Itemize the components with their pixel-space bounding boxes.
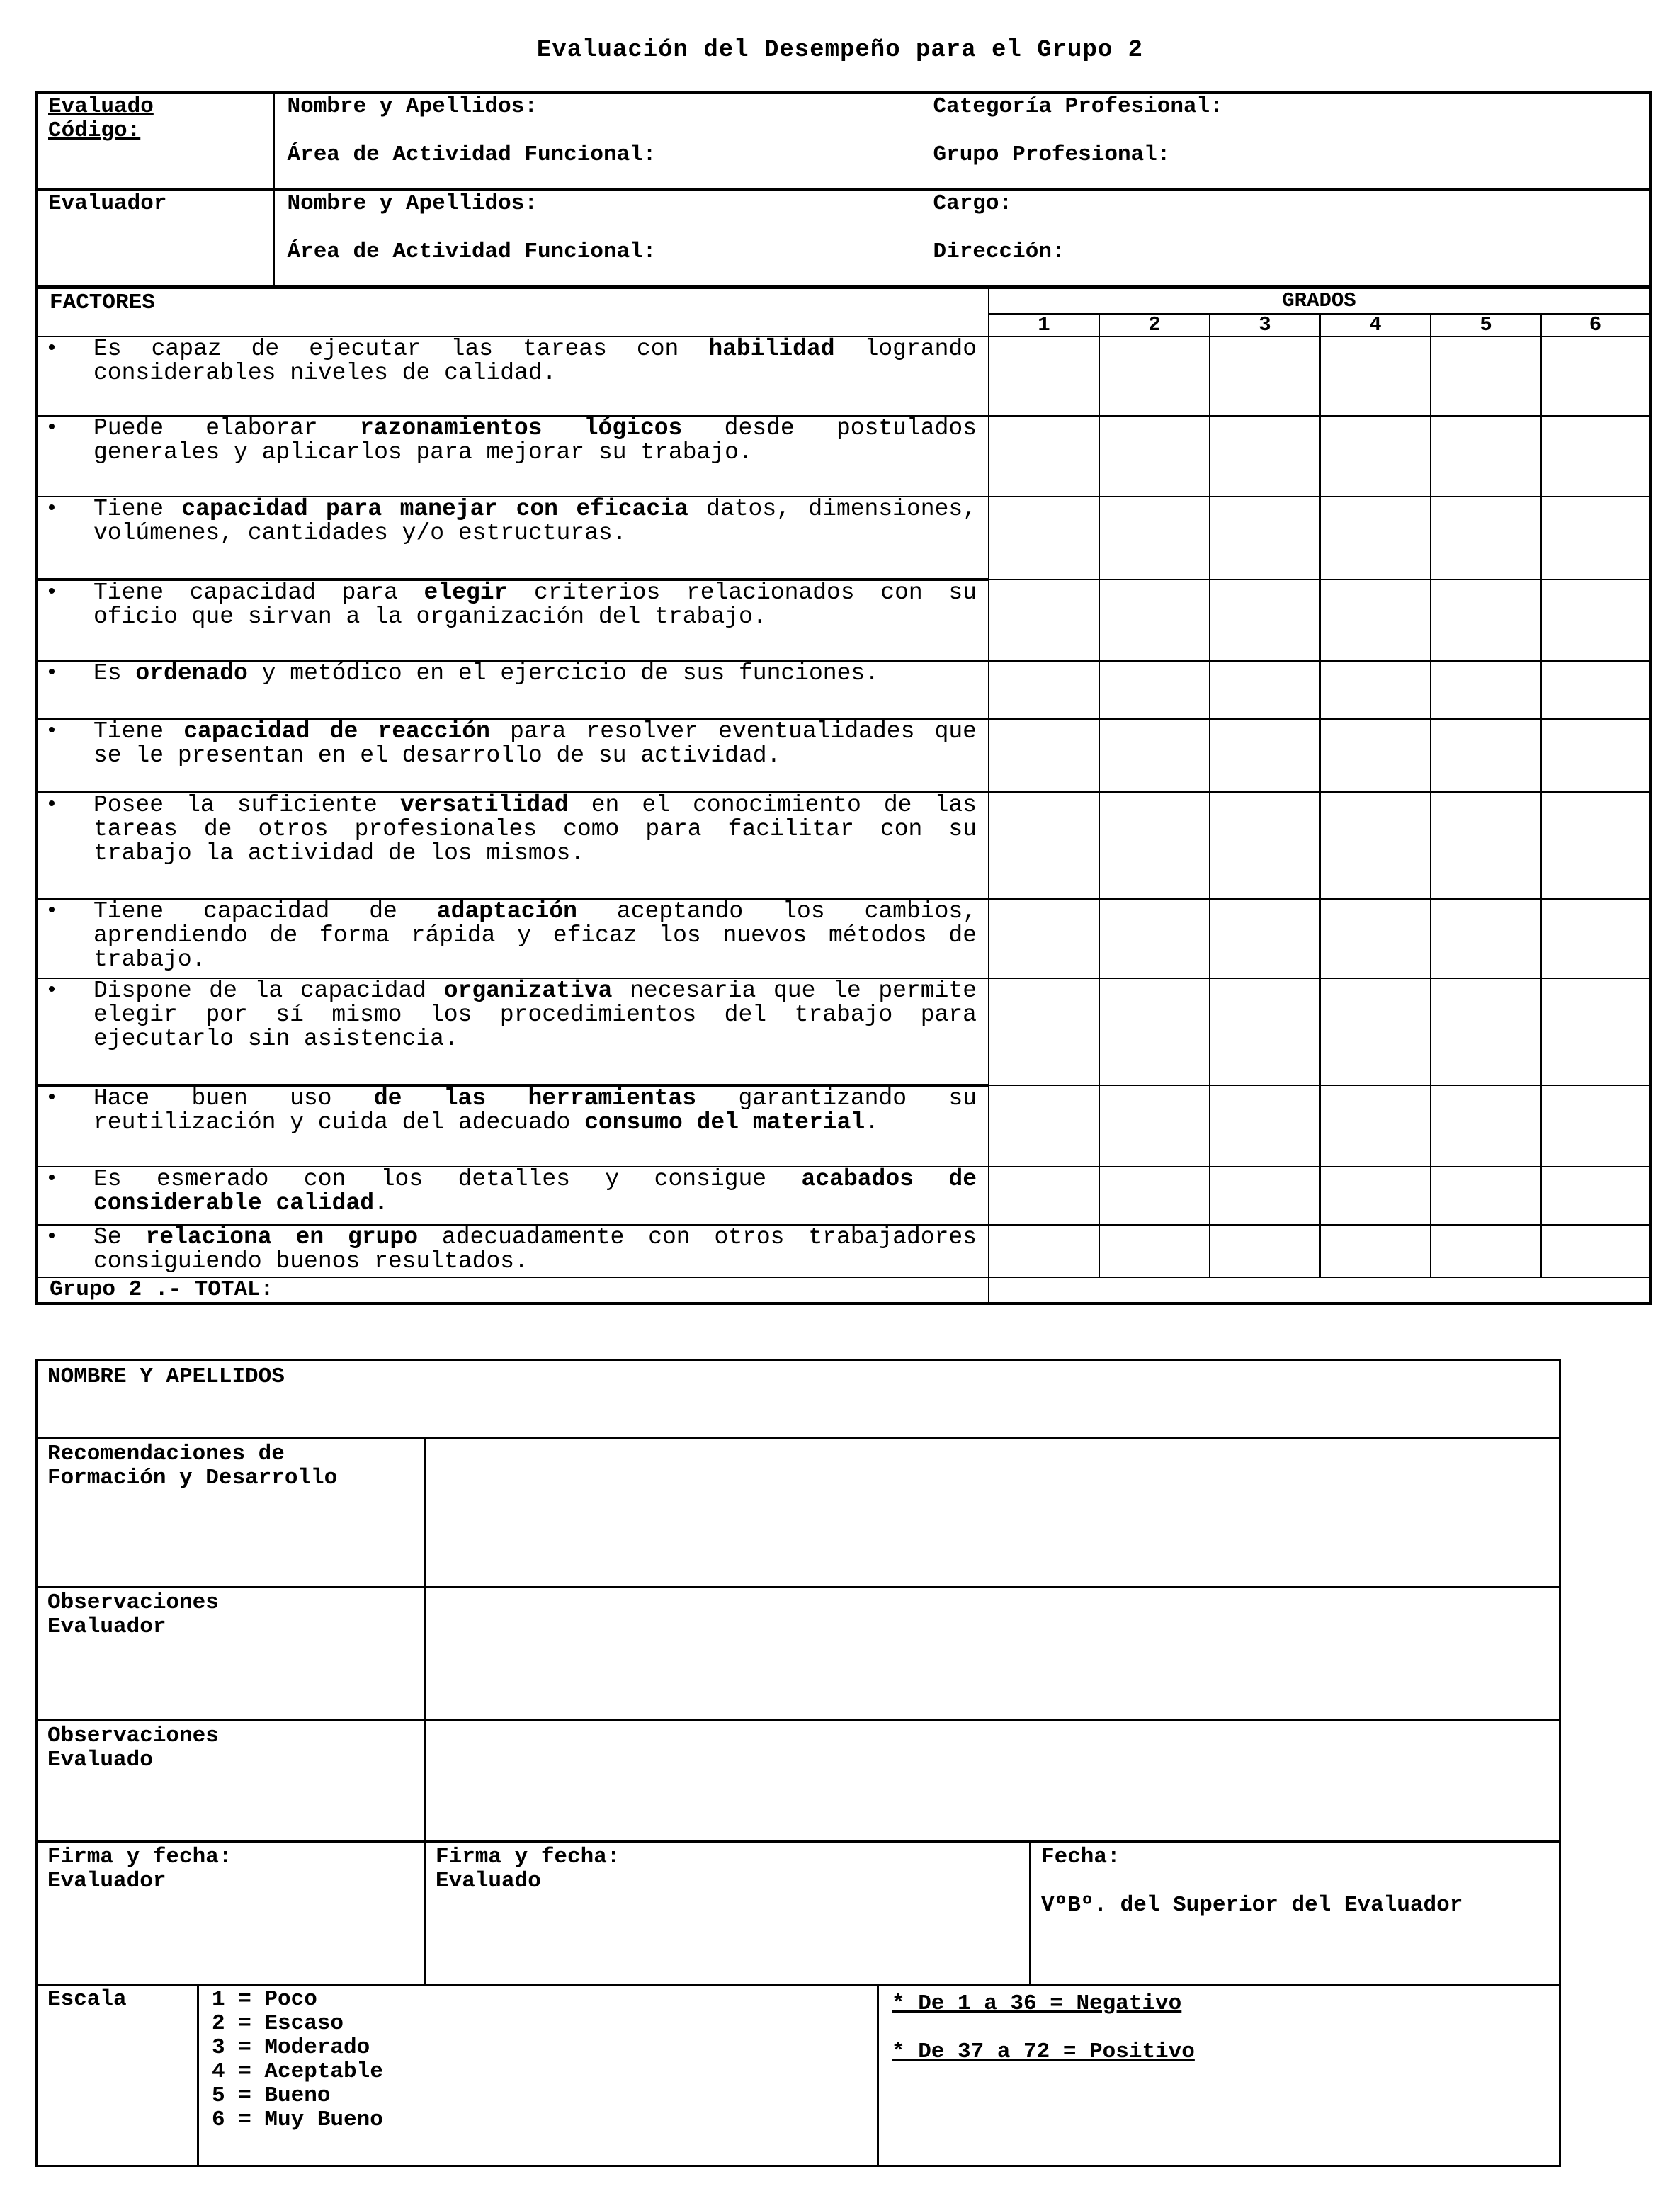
scale-cell: [198, 1986, 878, 2166]
grade-cell-3[interactable]: [1210, 1085, 1320, 1167]
grade-cell-5[interactable]: [1431, 1225, 1541, 1277]
firma-evaluado-cell[interactable]: [425, 1842, 1031, 1986]
evaluado-nombre-field[interactable]: Nombre y Apellidos:: [287, 94, 538, 119]
grade-cell-6[interactable]: [1541, 1085, 1650, 1167]
grade-cell-6[interactable]: [1541, 416, 1650, 497]
factor-text-part: para resolver eventualidades que se le presentan en el desarrollo de su actividad.: [93, 718, 977, 769]
obs-evaluado-input[interactable]: [425, 1721, 1560, 1842]
evaluador-area-field[interactable]: Área de Actividad Funcional:: [287, 239, 657, 264]
factor-text-cell: [37, 661, 989, 719]
factor-row: [37, 792, 1650, 899]
factor-text-cell: [37, 336, 989, 416]
evaluado-area-field[interactable]: Área de Actividad Funcional:: [287, 142, 657, 167]
factor-text-part: necesaria que le permite elegir por sí mismo los procedimientos del trabajo para ejecutarlo sin asistencia.: [93, 978, 977, 1052]
bullet-icon: •: [45, 581, 59, 605]
obs-evaluador-label: Observaciones Evaluador: [47, 1590, 219, 1639]
header-table: [35, 91, 1652, 288]
vb-label: VºBº. del Superior del Evaluador: [1041, 1893, 1463, 1918]
scale-item: 4 = Aceptable: [212, 2059, 383, 2084]
grade-cell-2[interactable]: [1099, 579, 1210, 661]
factor-text: [93, 1226, 977, 1274]
bullet-icon: •: [45, 337, 59, 361]
grade-cell-3[interactable]: [1210, 978, 1320, 1085]
range-negative: * De 1 a 36 = Negativo: [892, 1991, 1182, 2016]
factor-text-cell: [37, 719, 989, 792]
codigo-label: Código:: [48, 118, 141, 143]
factor-text-cell: [37, 1085, 989, 1167]
factor-text-cell: [37, 497, 989, 579]
factor-text-cell: [37, 1225, 989, 1277]
escala-label: Escala: [47, 1987, 127, 2012]
factor-keyword: acabados de considerable calidad.: [93, 1166, 977, 1216]
grade-cell-1[interactable]: [989, 978, 1099, 1085]
factor-text-part: Tiene: [93, 718, 184, 745]
firma-evaluador-cell[interactable]: [37, 1842, 425, 1986]
bullet-icon: •: [45, 793, 59, 817]
factor-text-cell: [37, 792, 989, 899]
grade-cell-4[interactable]: [1320, 1085, 1431, 1167]
factor-text-cell: [37, 978, 989, 1085]
factor-row: [37, 1085, 1650, 1167]
factor-text-cell: [37, 416, 989, 497]
grade-cell-1[interactable]: [989, 899, 1099, 978]
grade-cell-1[interactable]: [989, 1085, 1099, 1167]
bullet-icon: •: [45, 1087, 59, 1111]
factor-text-part: Tiene capacidad de: [93, 898, 437, 924]
grade-cell-6[interactable]: [1541, 719, 1650, 792]
factor-text: [93, 900, 977, 972]
grade-cell-5[interactable]: [1431, 899, 1541, 978]
factors-table: [35, 286, 1652, 1305]
grade-cell-1[interactable]: [989, 1225, 1099, 1277]
grade-cell-4[interactable]: [1320, 978, 1431, 1085]
grade-cell-1[interactable]: [989, 719, 1099, 792]
grade-cell-1[interactable]: [989, 1167, 1099, 1225]
grade-cell-1[interactable]: [989, 579, 1099, 661]
scale-item: 3 = Moderado: [212, 2035, 370, 2060]
grade-cell-2[interactable]: [1099, 1225, 1210, 1277]
grade-cell-5[interactable]: [1431, 978, 1541, 1085]
factor-row: [37, 579, 1650, 661]
grade-cell-3[interactable]: [1210, 579, 1320, 661]
scale-item: 6 = Muy Bueno: [212, 2107, 383, 2132]
grade-cell-5[interactable]: [1431, 792, 1541, 899]
grade-cell-6[interactable]: [1541, 497, 1650, 579]
recomendaciones-cell: [37, 1439, 425, 1588]
ranges-cell: [878, 1986, 1560, 2166]
factor-row: [37, 719, 1650, 792]
grade-cell-5[interactable]: [1431, 661, 1541, 719]
evaluado-label: Evaluado: [48, 94, 154, 119]
grade-cell-5[interactable]: [1431, 497, 1541, 579]
bullet-icon: •: [45, 417, 59, 441]
firma-evaluador-label: Firma y fecha:: [47, 1845, 232, 1869]
factor-row: [37, 336, 1650, 416]
grade-cell-3[interactable]: [1210, 719, 1320, 792]
factor-text-part: garantizando su reutilización y cuida del adecuado: [93, 1085, 977, 1136]
factor-text-part: desde postulados generales y aplicarlos para mejorar su trabajo.: [93, 415, 977, 465]
grade-cell-1[interactable]: [989, 336, 1099, 416]
factor-keyword: capacidad de reacción: [183, 718, 490, 745]
factor-text-cell: [37, 1167, 989, 1225]
factor-keyword: organizativa: [443, 978, 613, 1004]
firma-evaluado-role: Evaluado: [436, 1869, 541, 1894]
grade-cell-3[interactable]: [1210, 792, 1320, 899]
recomendaciones-input[interactable]: [425, 1439, 1560, 1588]
bullet-icon: •: [45, 900, 59, 924]
factor-keyword: capacidad para manejar con eficacia: [181, 496, 688, 522]
factor-keyword: habilidad: [708, 336, 835, 362]
factor-text-part: Dispone de la capacidad: [93, 978, 444, 1004]
grade-cell-5[interactable]: [1431, 579, 1541, 661]
evaluador-fields: [273, 190, 1650, 288]
grade-cell-4[interactable]: [1320, 719, 1431, 792]
factor-text-part: criterios relacionados con su oficio que sirvan a la organización del trabajo.: [93, 579, 977, 630]
factor-text-part: Es: [93, 660, 136, 686]
grade-cell-3[interactable]: [1210, 661, 1320, 719]
factor-text-part: aceptando los cambios, aprendiendo de forma rápida y eficaz los nuevos métodos de trabajo.: [93, 898, 977, 973]
grade-cell-2[interactable]: [1099, 497, 1210, 579]
bullet-icon: •: [45, 979, 59, 1003]
grade-cell-1[interactable]: [989, 416, 1099, 497]
grade-cell-6[interactable]: [1541, 899, 1650, 978]
grade-cell-3[interactable]: [1210, 497, 1320, 579]
grade-cell-6[interactable]: [1541, 579, 1650, 661]
grade-cell-4[interactable]: [1320, 899, 1431, 978]
grade-cell-2[interactable]: [1099, 416, 1210, 497]
factor-text-part: Se: [93, 1224, 146, 1250]
grade-cell-6[interactable]: [1541, 792, 1650, 899]
grade-cell-3[interactable]: [1210, 416, 1320, 497]
grade-cell-5[interactable]: [1431, 1167, 1541, 1225]
scale-item: 2 = Escaso: [212, 2011, 344, 2036]
fecha-vb-cell[interactable]: [1031, 1842, 1560, 1986]
grade-cell-3[interactable]: [1210, 1225, 1320, 1277]
grade-cell-5[interactable]: [1431, 1085, 1541, 1167]
grade-cell-6[interactable]: [1541, 1225, 1650, 1277]
evaluador-cell: [37, 190, 273, 288]
total-value-cell[interactable]: [989, 1277, 1650, 1303]
factor-text: [93, 417, 977, 465]
grade-cell-1[interactable]: [989, 792, 1099, 899]
factor-text: [93, 497, 977, 545]
factor-text-part: Tiene: [93, 496, 182, 522]
bullet-icon: •: [45, 1226, 59, 1250]
bullet-icon: •: [45, 1167, 59, 1192]
factor-text-part: adecuadamente con otros trabajadores consiguiendo buenos resultados.: [93, 1224, 977, 1274]
factor-keyword: consumo del material: [584, 1109, 865, 1136]
factor-text-cell: [37, 899, 989, 978]
grade-cell-2[interactable]: [1099, 899, 1210, 978]
factor-text-part: datos, dimensiones, volúmenes, cantidades y/o estructuras.: [93, 496, 977, 546]
factor-text-part: logrando considerables niveles de calidad.: [93, 336, 977, 386]
grade-cell-2[interactable]: [1099, 719, 1210, 792]
factor-text-cell: [37, 579, 989, 661]
factor-keyword: relaciona en grupo: [145, 1224, 419, 1250]
firma-evaluado-label: Firma y fecha:: [436, 1845, 620, 1869]
grade-cell-3[interactable]: [1210, 1167, 1320, 1225]
grade-cell-4[interactable]: [1320, 1225, 1431, 1277]
direccion-field[interactable]: Dirección:: [933, 239, 1065, 264]
grade-cell-2[interactable]: [1099, 792, 1210, 899]
document-title: Evaluación del Desempeño para el Grupo 2: [536, 37, 1144, 64]
factor-row: [37, 416, 1650, 497]
categoria-field[interactable]: Categoría Profesional:: [933, 94, 1223, 119]
grade-cell-4[interactable]: [1320, 416, 1431, 497]
grade-cell-4[interactable]: [1320, 1167, 1431, 1225]
factor-text-part: en el conocimiento de las tareas de otros profesionales como para facilitar con su trabajo la actividad de los mismos.: [93, 792, 977, 866]
summary-table: [35, 1359, 1561, 2167]
grade-cell-5[interactable]: [1431, 416, 1541, 497]
factor-keyword: adaptación: [436, 898, 577, 924]
factor-text-part: Posee la suficiente: [93, 792, 400, 818]
evaluado-cell: [37, 92, 273, 190]
factor-row: [37, 899, 1650, 978]
factor-keyword: versatilidad: [399, 792, 569, 818]
grade-cell-4[interactable]: [1320, 497, 1431, 579]
scale-item: 5 = Bueno: [212, 2083, 331, 2108]
grupo-profesional-field[interactable]: Grupo Profesional:: [933, 142, 1171, 167]
factor-text: [93, 720, 977, 768]
obs-evaluador-input[interactable]: [425, 1588, 1560, 1721]
grade-header-6: 6: [1541, 314, 1650, 336]
obs-evaluador-cell: [37, 1588, 425, 1721]
nombre-label: NOMBRE Y APELLIDOS: [47, 1364, 285, 1389]
factor-keyword: razonamientos lógicos: [360, 415, 683, 441]
factors-heading: FACTORES: [37, 288, 989, 336]
grade-cell-2[interactable]: [1099, 336, 1210, 416]
evaluador-label: Evaluador: [48, 191, 167, 216]
evaluador-nombre-field[interactable]: Nombre y Apellidos:: [287, 191, 538, 216]
factor-text-part: y metódico en el ejercicio de sus funciones.: [247, 660, 880, 686]
factor-keyword: ordenado: [135, 660, 248, 686]
factor-row: [37, 661, 1650, 719]
grade-header-4: 4: [1320, 314, 1431, 336]
factor-text: [93, 337, 977, 385]
factor-text-part: .: [865, 1109, 880, 1136]
factor-text-part: Tiene capacidad para: [93, 579, 424, 606]
factor-text: [93, 979, 977, 1051]
grade-cell-3[interactable]: [1210, 336, 1320, 416]
grade-cell-4[interactable]: [1320, 579, 1431, 661]
bullet-icon: •: [45, 497, 59, 521]
grade-cell-4[interactable]: [1320, 336, 1431, 416]
factor-text-part: Hace buen uso: [93, 1085, 374, 1111]
factor-text-part: Es capaz de ejecutar las tareas con: [93, 336, 709, 362]
factor-row: [37, 1167, 1650, 1225]
factor-text: [93, 662, 977, 686]
grade-header-1: 1: [989, 314, 1099, 336]
grades-heading: GRADOS: [989, 288, 1650, 314]
grade-cell-2[interactable]: [1099, 1167, 1210, 1225]
grade-cell-4[interactable]: [1320, 661, 1431, 719]
grade-cell-2[interactable]: [1099, 1085, 1210, 1167]
recomendaciones-label: Recomendaciones de Formación y Desarrollo: [47, 1442, 338, 1490]
firma-evaluador-role: Evaluador: [47, 1869, 166, 1894]
grade-cell-6[interactable]: [1541, 978, 1650, 1085]
grade-cell-4[interactable]: [1320, 792, 1431, 899]
scale-item: 1 = Poco: [212, 1987, 317, 2012]
factor-row: [37, 497, 1650, 579]
evaluado-fields: [273, 92, 1650, 190]
grade-header-2: 2: [1099, 314, 1210, 336]
grade-cell-5[interactable]: [1431, 719, 1541, 792]
grade-cell-3[interactable]: [1210, 899, 1320, 978]
scale-list: [199, 1986, 877, 2134]
factor-row: [37, 1225, 1650, 1277]
factor-row: [37, 978, 1650, 1085]
fecha-label: Fecha:: [1041, 1845, 1120, 1869]
factor-text: [93, 1087, 977, 1135]
range-positive: * De 37 a 72 = Positivo: [892, 2039, 1195, 2064]
grade-cell-2[interactable]: [1099, 978, 1210, 1085]
grade-header-5: 5: [1431, 314, 1541, 336]
factor-text: [93, 793, 977, 866]
grade-cell-5[interactable]: [1431, 336, 1541, 416]
nombre-cell[interactable]: [37, 1360, 1560, 1439]
grade-cell-6[interactable]: [1541, 1167, 1650, 1225]
factor-text-part: Puede elaborar: [93, 415, 361, 441]
bullet-icon: •: [45, 720, 59, 744]
total-label: Grupo 2 .- TOTAL:: [37, 1277, 989, 1303]
factor-text-part: Es esmerado con los detalles y consigue: [93, 1166, 802, 1192]
factor-keyword: elegir: [424, 579, 509, 606]
bullet-icon: •: [45, 662, 59, 686]
factor-text: [93, 581, 977, 629]
escala-cell: [37, 1986, 198, 2166]
grade-header-3: 3: [1210, 314, 1320, 336]
grade-cell-6[interactable]: [1541, 661, 1650, 719]
grade-cell-6[interactable]: [1541, 336, 1650, 416]
obs-evaluado-cell: [37, 1721, 425, 1842]
grade-cell-1[interactable]: [989, 661, 1099, 719]
factor-text: [93, 1167, 977, 1216]
factor-keyword: de las herramientas: [373, 1085, 697, 1111]
obs-evaluado-label: Observaciones Evaluado: [47, 1724, 219, 1772]
grade-cell-2[interactable]: [1099, 661, 1210, 719]
grade-cell-1[interactable]: [989, 497, 1099, 579]
cargo-field[interactable]: Cargo:: [933, 191, 1013, 216]
